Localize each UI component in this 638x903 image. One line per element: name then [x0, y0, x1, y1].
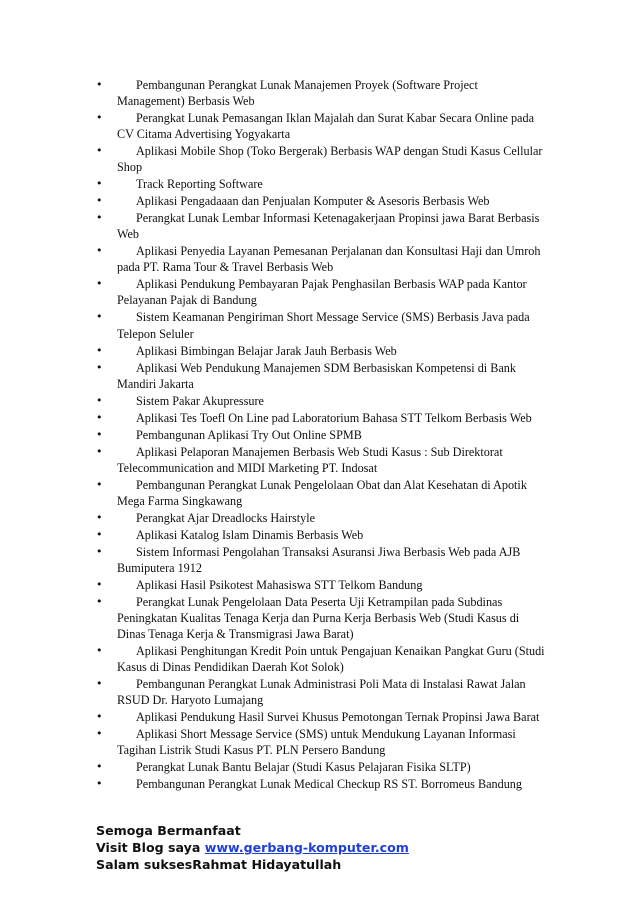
bullet-icon: • [96, 360, 103, 374]
bullet-icon: • [96, 393, 103, 407]
bullet-icon: • [96, 676, 103, 690]
list-item-text: Pembangunan Perangkat Lunak Medical Checkup RS ST. Borromeus Bandung [136, 777, 522, 792]
list-item-text: Track Reporting Software [136, 177, 263, 192]
list-item-text: Aplikasi Katalog Islam Dinamis Berbasis Web [136, 527, 364, 542]
list-item [96, 427, 546, 443]
list-item [96, 393, 546, 409]
list-item [96, 477, 546, 509]
closing-greeting: Semoga Bermanfaat [96, 823, 241, 838]
bullet-icon: • [96, 310, 103, 324]
list-item-text: Aplikasi Web Pendukung Manajemen SDM Berbasiskan Kompetensi di Bank Mandiri Jakarta [117, 360, 516, 391]
bullet-icon: • [96, 710, 103, 724]
list-item [96, 210, 546, 242]
list-item-text: Pembangunan Perangkat Lunak Pengelolaan Obat dan Alat Kesehatan di Apotik Mega Farma Singkawang [117, 477, 527, 508]
list-item-text: Sistem Informasi Pengolahan Transaksi Asuransi Jiwa Berbasis Web pada AJB Bumiputera 1912 [117, 544, 521, 575]
bullet-icon: • [96, 510, 103, 524]
bullet-icon: • [96, 727, 103, 741]
list-item-text: Pembangunan Perangkat Lunak Administrasi Poli Mata di Instalasi Rawat Jalan RSUD Dr. Haryoto Lumajang [117, 676, 526, 708]
author-signoff: Salam suksesRahmat Hidayatullah [96, 857, 342, 872]
bullet-icon: • [96, 544, 103, 558]
bullet-icon: • [96, 211, 103, 225]
list-item [96, 193, 546, 209]
list-item [96, 510, 546, 526]
list-item [96, 527, 546, 543]
list-item [96, 276, 546, 308]
bullet-icon: • [96, 244, 103, 258]
list-item-text: Aplikasi Penghitungan Kredit Poin untuk Pengajuan Kenaikan Pangkat Guru (Studi Kasus di Dinas Pendidikan Daerah Kot Solok) [117, 643, 545, 674]
bullet-icon: • [96, 177, 103, 191]
bullet-icon: • [96, 777, 103, 791]
project-title-list [96, 77, 546, 793]
bullet-icon: • [96, 527, 103, 541]
list-item-text: Aplikasi Short Message Service (SMS) untuk Mendukung Layanan Informasi Tagihan Listrik Studi Kasus PT. PLN Persero Bandung [117, 727, 516, 758]
bullet-icon: • [96, 410, 103, 424]
list-item [96, 676, 546, 708]
list-item-text: Sistem Pakar Akupressure [136, 393, 264, 408]
list-item [96, 577, 546, 593]
bullet-icon: • [96, 78, 103, 91]
list-item [96, 309, 546, 341]
bullet-icon: • [96, 477, 103, 491]
blog-visit-line [96, 839, 409, 856]
list-item-text: Aplikasi Pengadaaan dan Penjualan Komputer & Asesoris Berbasis Web [136, 194, 490, 209]
bullet-icon: • [96, 444, 103, 458]
bullet-icon: • [96, 144, 103, 158]
bullet-icon: • [96, 427, 103, 441]
list-item-text: Pembangunan Aplikasi Try Out Online SPMB [136, 427, 362, 442]
list-item-text: Perangkat Lunak Pemasangan Iklan Majalah dan Surat Kabar Secara Online pada CV Citama Advertising Yogyakarta [117, 111, 534, 142]
list-item [96, 360, 546, 392]
list-item [96, 410, 546, 426]
list-item-text: Aplikasi Mobile Shop (Toko Bergerak) Berbasis WAP dengan Studi Kasus Cellular Shop [117, 144, 543, 175]
bullet-icon: • [96, 277, 103, 291]
list-item [96, 544, 546, 576]
list-item-text: Sistem Keamanan Pengiriman Short Message Service (SMS) Berbasis Java pada Telepon Seluler [117, 310, 530, 341]
list-item-text: Aplikasi Pendukung Hasil Survei Khusus Pemotongan Ternak Propinsi Jawa Barat [136, 710, 540, 725]
list-item [96, 110, 546, 142]
list-item-text: Aplikasi Hasil Psikotest Mahasiswa STT Telkom Bandung [136, 577, 423, 592]
list-item [96, 726, 546, 758]
list-item-text: Aplikasi Pelaporan Manajemen Berbasis Web Studi Kasus : Sub Direktorat Telecommunication and MIDI Marketing PT. Indosat [117, 444, 503, 475]
list-item-text: Aplikasi Pendukung Pembayaran Pajak Penghasilan Berbasis WAP pada Kantor Pelayanan Pajak di Bandung [117, 277, 527, 308]
list-item [96, 243, 546, 275]
bullet-icon: • [96, 577, 103, 591]
list-item-text: Aplikasi Bimbingan Belajar Jarak Jauh Berbasis Web [136, 343, 397, 358]
list-item [96, 759, 546, 775]
list-item [96, 176, 546, 192]
list-item [96, 343, 546, 359]
list-item-text: Perangkat Ajar Dreadlocks Hairstyle [136, 510, 316, 525]
list-item [96, 77, 546, 109]
list-item-text: Perangkat Lunak Lembar Informasi Ketenagakerjaan Propinsi jawa Barat Berbasis Web [117, 211, 540, 242]
list-item [96, 594, 546, 642]
closing-note [96, 822, 409, 873]
list-item-text: Aplikasi Tes Toefl On Line pad Laboratorium Bahasa STT Telkom Berbasis Web [136, 410, 532, 425]
list-item [96, 643, 546, 675]
list-item-text: Perangkat Lunak Bantu Belajar (Studi Kasus Pelajaran Fisika SLTP) [136, 760, 471, 775]
list-item [96, 143, 546, 175]
list-item-text: Perangkat Lunak Pengelolaan Data Peserta Uji Ketrampilan pada Subdinas Peningkatan Kualitas Tenaga Kerja dan Purna Kerja Berbasis Web (Studi Kasus di Dinas Tenaga Kerja & Transmigrasi Jawa Barat) [117, 594, 520, 641]
blog-visit-prefix: Visit Blog saya [96, 840, 205, 855]
list-item-text: Aplikasi Penyedia Layanan Pemesanan Perjalanan dan Konsultasi Haji dan Umroh pada PT. Rama Tour & Travel Berbasis Web [117, 244, 541, 275]
list-item [96, 444, 546, 476]
bullet-icon: • [96, 643, 103, 657]
bullet-icon: • [96, 760, 103, 774]
bullet-icon: • [96, 594, 103, 608]
bullet-icon: • [96, 343, 103, 357]
bullet-icon: • [96, 194, 103, 208]
bullet-icon: • [96, 111, 103, 125]
list-item-text: Pembangunan Perangkat Lunak Manajemen Proyek (Software Project Management) Berbasis Web [117, 78, 478, 109]
list-item [96, 709, 546, 725]
list-item [96, 776, 546, 792]
blog-link[interactable]: www.gerbang-komputer.com [204, 840, 409, 855]
